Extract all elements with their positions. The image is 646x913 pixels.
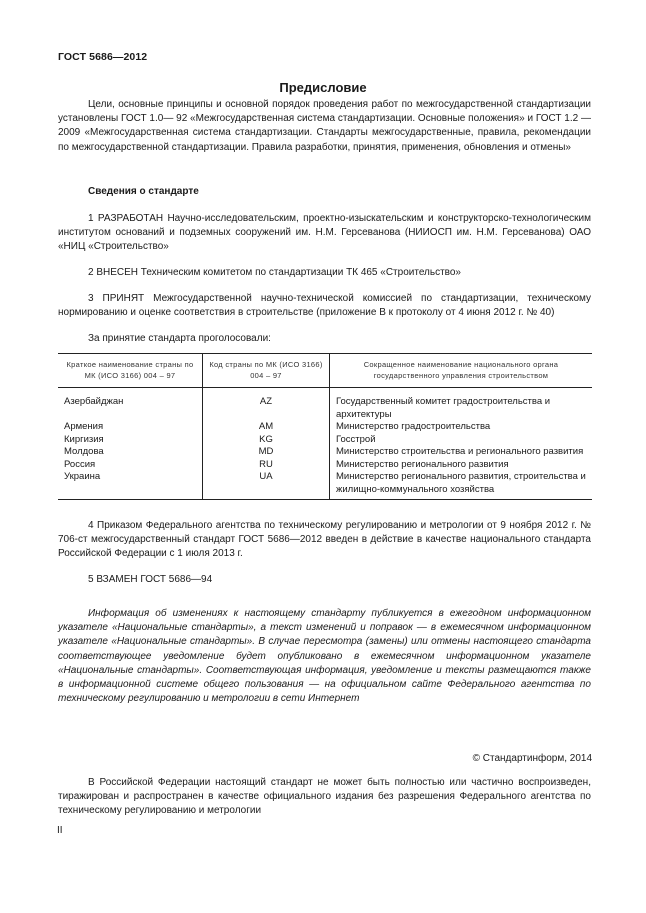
column-header-code: Код страны по МК (ИСО 3166) 004 – 97 [203,354,330,388]
code-cell: KG [203,434,330,447]
item-1-developed-by: 1 РАЗРАБОТАН Научно-исследовательским, проектно-изыскательским и конструкторско-технологическим институтом оснований и подземных сооружений им. Н.М. Герсеванова (НИИОСП им. Н.М. Герсеванова) ОАО «НИЦ «Строительство» [58,213,591,253]
authority-cell: Министерство регионального развития [330,459,593,472]
table-row [58,421,592,434]
rights-notice: В Российской Федерации настоящий стандарт не может быть полностью или частично воспроизведен, тиражирован и распространен в качестве официального издания без разрешения Федерального агентства по техническому регулированию и метрологии [58,777,591,817]
document-code-header: ГОСТ 5686—2012 [58,51,148,63]
intro-paragraph: Цели, основные принципы и основной порядок проведения работ по межгосударственной стандартизации установлены ГОСТ 1.0— 92 «Межгосударственная система стандартизации. Основные положения» и ГОСТ 1.2 — 2009 «Межгосударственная система стандартизации. Стандарты межгосударственные, правила, рекомендации по межгосударственной стандартизации. Правила разработки, принятия, применения, обновления и отмены» [58,99,591,153]
code-cell: RU [203,459,330,472]
table-row [58,434,592,447]
country-cell: Украина [58,471,203,500]
votes-table-header-row [58,354,592,388]
changes-notice: Информация об изменениях к настоящему стандарту публикуется в ежегодном информационном указателе «Национальные стандарты», а текст изменений и поправок — в ежемесячном информационном указателе «Национальные стандарты». В случае пересмотра (замены) или отмены настоящего стандарта соответствующее уведомление будет опубликовано в ежемесячном информационном указателе «Национальные стандарты». Соответствующая информация, уведомление и тексты размещаются также в информационной системе общего пользования — на официальном сайте Федерального агентства по техническому регулированию и метрологии в сети Интернет [58,608,591,705]
item-2-introduced-by: 2 ВНЕСЕН Техническим комитетом по стандартизации ТК 465 «Строительство» [88,267,461,278]
vote-intro: За принятие стандарта проголосовали: [88,333,271,344]
country-cell: Киргизия [64,433,104,445]
item-5-replaces: 5 ВЗАМЕН ГОСТ 5686—94 [88,574,213,585]
item-4-order: 4 Приказом Федерального агентства по техническому регулированию и метрологии от 9 ноября 2012 г. № 706-ст межгосударственный стандарт ГОСТ 5686—2012 введен в действие в качестве национального стандарта Российской Федерации с 1 июля 2013 г. [58,520,591,560]
table-row [58,446,592,459]
authority-cell: Госстрой [330,434,593,447]
code-cell: AZ [203,388,330,422]
info-heading: Сведения о стандарте [88,186,199,197]
authority-cell: Министерство градостроительства [330,421,593,434]
copyright-notice: © Стандартинформ, 2014 [472,753,592,764]
table-row [58,459,592,472]
authority-cell: Министерство регионального развития, строительства и жилищно-коммунального хозяйства [330,471,593,500]
code-cell: MD [203,446,330,459]
country-cell: Россия [64,458,96,470]
votes-table [58,353,592,500]
table-row [58,471,592,500]
country-cell: Азербайджан [64,396,124,407]
country-cell: Молдова [64,446,104,457]
country-cell: Армения [64,421,104,432]
authority-cell: Государственный комитет градостроительства и архитектуры [330,388,593,422]
column-header-authority: Сокращенное наименование национального органа государственного управления строительством [330,354,593,388]
authority-cell: Министерство строительства и регионального развития [330,446,593,459]
page-title: Предисловие [279,80,367,95]
code-cell: UA [203,471,330,500]
column-header-country: Краткое наименование страны по МК (ИСО 3166) 004 – 97 [58,354,203,388]
table-row [58,388,592,422]
code-cell: AM [203,421,330,434]
item-3-adopted-by: 3 ПРИНЯТ Межгосударственной научно-технической комиссией по стандартизации, техническому нормированию и оценке соответствия в строительстве (приложение В к протоколу от 4 июня 2012 г. № 40) [58,293,591,319]
page-number: II [57,825,63,836]
